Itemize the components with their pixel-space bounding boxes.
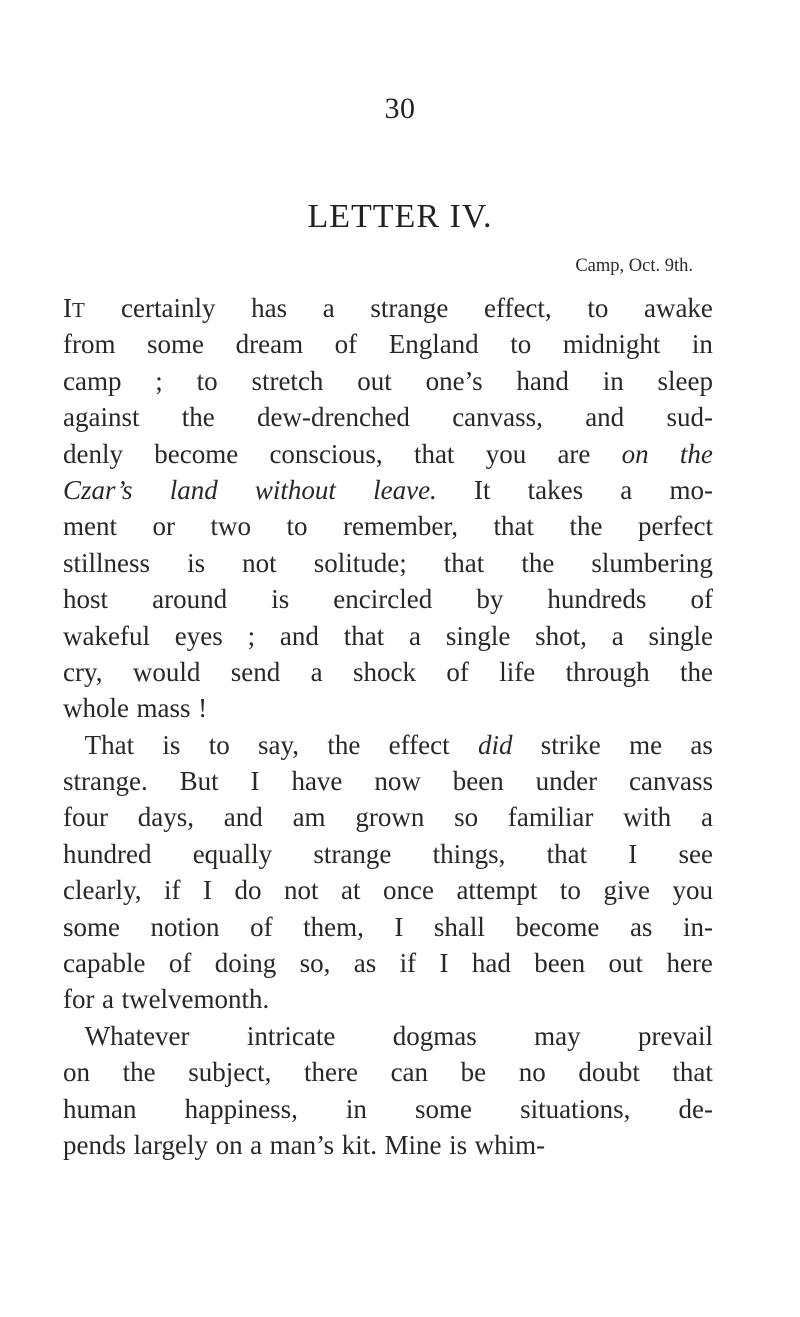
word: of — [446, 656, 469, 687]
word: kit. — [341, 1129, 377, 1160]
word: of — [250, 911, 273, 942]
word: strange — [370, 293, 449, 323]
word: can — [390, 1057, 429, 1088]
word: been — [534, 948, 586, 979]
word: the — [327, 729, 361, 760]
word: see — [678, 838, 713, 869]
word: through — [565, 656, 650, 687]
word: strike — [540, 729, 601, 760]
word: effect, — [483, 293, 552, 323]
word: That — [84, 729, 135, 760]
text-line — [63, 326, 713, 362]
word: dew-drenched — [257, 402, 410, 433]
word: be — [460, 1057, 487, 1088]
word: by — [476, 584, 504, 615]
word: the — [181, 402, 215, 433]
word: as — [629, 911, 653, 942]
word: on — [621, 438, 649, 469]
word: may — [534, 1020, 581, 1051]
word: and — [585, 402, 625, 433]
word: that — [343, 620, 385, 651]
word: to — [559, 875, 581, 906]
word: once — [382, 875, 434, 906]
word: as — [690, 729, 713, 760]
word: Whatever — [84, 1020, 190, 1051]
word: England — [388, 329, 479, 360]
word: the — [569, 511, 603, 542]
word: that — [546, 838, 588, 869]
text-line — [63, 399, 713, 435]
word: out — [357, 365, 392, 396]
word: I — [439, 948, 449, 979]
word: de- — [678, 1093, 713, 1124]
letter-heading: LETTER IV. — [307, 198, 493, 235]
word: now — [374, 766, 421, 797]
word: hundreds — [547, 584, 647, 615]
word: the — [679, 438, 713, 469]
word: human — [63, 1093, 137, 1124]
word: did — [477, 729, 513, 760]
word: not — [283, 875, 319, 906]
text-line — [63, 1127, 713, 1163]
word: stillness — [63, 547, 151, 578]
word: takes — [527, 474, 584, 505]
text-line — [63, 618, 713, 654]
word: grown — [355, 802, 425, 833]
word: single — [445, 620, 511, 651]
text-line — [63, 727, 713, 763]
text-line — [63, 290, 713, 326]
word: solitude; — [313, 547, 407, 578]
word: I — [394, 911, 404, 942]
word: at — [340, 875, 361, 906]
word: sud- — [666, 402, 713, 433]
word: of — [690, 584, 713, 615]
word: days, — [137, 802, 195, 833]
word: around — [152, 584, 228, 615]
word: man’s — [269, 1129, 335, 1160]
word: you — [672, 875, 713, 906]
word: a — [102, 984, 115, 1015]
text-line — [63, 508, 713, 544]
word: twelvemonth. — [121, 984, 270, 1015]
page-number: 30 — [384, 92, 416, 125]
word: a — [322, 293, 335, 323]
word: that — [493, 511, 535, 542]
word: against — [63, 402, 140, 433]
word: send — [230, 656, 281, 687]
word: a — [611, 620, 624, 651]
word: I — [628, 838, 638, 869]
word: you — [485, 438, 527, 469]
word: that — [413, 438, 455, 469]
word: things, — [432, 838, 506, 869]
text-line — [63, 981, 713, 1017]
word: leave. — [373, 474, 437, 505]
word: a — [310, 656, 323, 687]
word: But — [179, 766, 219, 797]
word: some — [415, 1093, 473, 1124]
word: intricate — [246, 1020, 336, 1051]
word: or — [152, 511, 175, 542]
word: if — [163, 875, 181, 906]
word: dogmas — [392, 1020, 477, 1051]
word: hand — [516, 365, 569, 396]
word: on — [63, 1057, 90, 1088]
word: four — [63, 802, 108, 833]
word: say, — [258, 729, 300, 760]
word: shot, — [535, 620, 587, 651]
text-line — [63, 545, 713, 581]
word: host — [63, 584, 109, 615]
paragraph — [63, 1018, 713, 1164]
word: mass — [136, 693, 191, 724]
word: in — [691, 329, 713, 360]
word: cry, — [63, 656, 103, 687]
word: eyes — [174, 620, 223, 651]
word: largely — [133, 1129, 209, 1160]
paragraph — [63, 290, 713, 727]
text-line — [63, 763, 713, 799]
word: are — [557, 438, 591, 469]
word: so, — [299, 948, 331, 979]
word: I — [250, 766, 260, 797]
word: not — [242, 547, 277, 578]
text-line — [63, 581, 713, 617]
text-line — [63, 872, 713, 908]
word: is — [187, 547, 206, 578]
word: to — [196, 365, 218, 396]
text-line — [63, 1018, 713, 1054]
word: become — [515, 911, 600, 942]
word: encircled — [333, 584, 433, 615]
word: in- — [682, 911, 713, 942]
word: notion — [150, 911, 220, 942]
word: strange — [313, 838, 392, 869]
word: if — [399, 948, 417, 979]
word: am — [292, 802, 326, 833]
paragraph — [63, 727, 713, 1018]
word: Mine — [384, 1129, 442, 1160]
word: ! — [198, 693, 208, 724]
word: has — [251, 293, 288, 323]
word: doing — [214, 948, 277, 979]
word: IT — [63, 293, 86, 323]
word: dream — [235, 329, 304, 360]
word: would — [132, 656, 201, 687]
text-line — [63, 1091, 713, 1127]
word: capable — [63, 948, 146, 979]
word: land — [169, 474, 218, 505]
word: have — [291, 766, 343, 797]
word: mo- — [669, 474, 713, 505]
word: from — [63, 329, 116, 360]
word: shall — [433, 911, 485, 942]
word: equally — [192, 838, 273, 869]
word: under — [535, 766, 598, 797]
word: slumbering — [591, 547, 713, 578]
word: been — [452, 766, 504, 797]
text-line — [63, 836, 713, 872]
text-line — [63, 436, 713, 472]
word: canvass, — [452, 402, 543, 433]
word: shock — [352, 656, 416, 687]
word: to — [587, 293, 609, 323]
word: and — [279, 620, 319, 651]
word: two — [210, 511, 251, 542]
text-line — [63, 690, 713, 726]
word: in — [602, 365, 624, 396]
word: of — [168, 948, 192, 979]
word: single — [648, 620, 713, 651]
word: the — [122, 1057, 156, 1088]
word: become — [154, 438, 239, 469]
word: a — [250, 1129, 263, 1160]
word: some — [63, 911, 120, 942]
word: them, — [303, 911, 364, 942]
word: had — [471, 948, 511, 979]
word: remember, — [342, 511, 459, 542]
word: a — [700, 802, 713, 833]
word: ; — [247, 620, 256, 651]
word: sleep — [657, 365, 713, 396]
word: give — [603, 875, 650, 906]
word: out — [608, 948, 644, 979]
word: a — [620, 474, 633, 505]
word: that — [443, 547, 485, 578]
word: life — [499, 656, 536, 687]
word: on — [215, 1129, 243, 1160]
word: stretch — [251, 365, 324, 396]
word: ment — [63, 511, 117, 542]
word: wakeful — [63, 620, 150, 651]
word: midnight — [562, 329, 661, 360]
word: of — [334, 329, 358, 360]
word: without — [254, 474, 336, 505]
word: strange. — [63, 766, 148, 797]
word: me — [629, 729, 663, 760]
word: that — [672, 1057, 713, 1088]
word: hundred — [63, 838, 152, 869]
word: one’s — [425, 365, 483, 396]
word: to — [510, 329, 532, 360]
word: so — [454, 802, 479, 833]
text-line — [63, 945, 713, 981]
word: is — [162, 729, 181, 760]
word: prevail — [637, 1020, 713, 1051]
word: to — [286, 511, 308, 542]
word: subject, — [188, 1057, 272, 1088]
word: is — [449, 1129, 468, 1160]
word: awake — [643, 293, 713, 323]
word: conscious, — [269, 438, 383, 469]
word: attempt — [456, 875, 538, 906]
word: here — [666, 948, 713, 979]
word: It — [473, 474, 491, 505]
word: Czar’s — [63, 474, 133, 505]
word: do — [234, 875, 262, 906]
word: to — [208, 729, 230, 760]
word: in — [345, 1093, 367, 1124]
word: whole — [63, 693, 129, 724]
word: as — [353, 948, 377, 979]
word: familiar — [507, 802, 594, 833]
text-line — [63, 1054, 713, 1090]
word: a — [409, 620, 421, 651]
letter-body — [63, 290, 713, 1163]
word: pends — [63, 1129, 126, 1160]
word: perfect — [638, 511, 713, 542]
word: clearly, — [63, 875, 142, 906]
word: some — [147, 329, 205, 360]
word: and — [223, 802, 263, 833]
word: whim- — [474, 1129, 546, 1160]
text-line — [63, 909, 713, 945]
text-line — [63, 799, 713, 835]
text-line — [63, 472, 713, 508]
dateline: Camp, Oct. 9th. — [575, 256, 693, 276]
text-line — [63, 654, 713, 690]
word: for — [63, 984, 95, 1015]
word: doubt — [578, 1057, 640, 1088]
word: ; — [155, 365, 163, 396]
word: there — [304, 1057, 358, 1088]
word: denly — [63, 438, 123, 469]
text-line — [63, 363, 713, 399]
word: I — [202, 875, 212, 906]
word: with — [623, 802, 672, 833]
word: no — [518, 1057, 546, 1088]
word: situations, — [520, 1093, 631, 1124]
word: certainly — [121, 293, 216, 323]
word: happiness, — [184, 1093, 298, 1124]
word: the — [521, 547, 555, 578]
word: camp — [63, 365, 122, 396]
word: is — [271, 584, 290, 615]
word: canvass — [629, 766, 713, 797]
word: effect — [388, 729, 450, 760]
word: the — [679, 656, 713, 687]
